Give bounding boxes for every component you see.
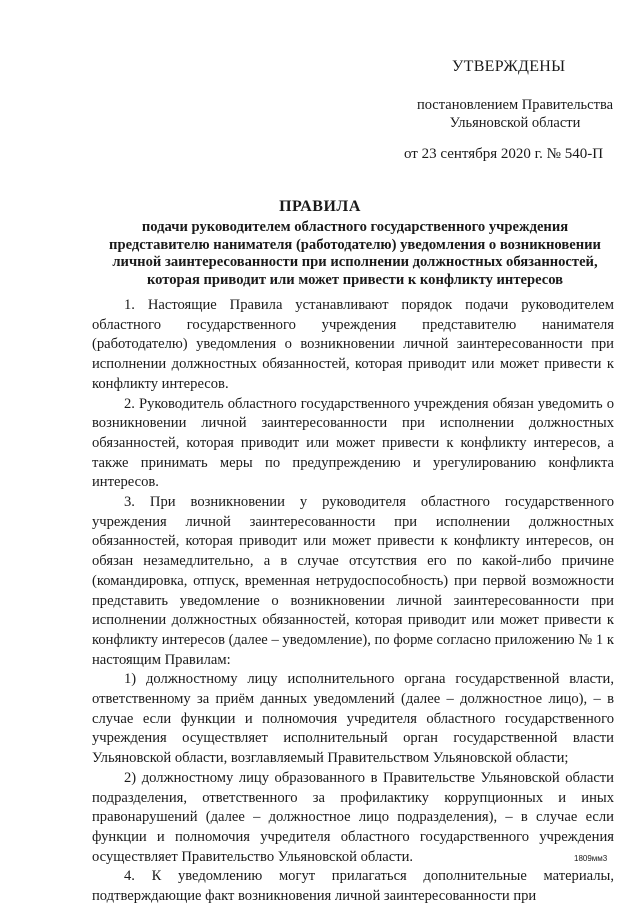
paragraph-4: 4. К уведомлению могут прилагаться дополнительные материалы, подтверждающие факт возникновения личной заинтересованности при xyxy=(92,868,614,905)
document-title: ПРАВИЛА xyxy=(279,198,361,215)
document-body xyxy=(92,296,614,907)
paragraph-1: 1. Настоящие Правила устанавливают порядок подачи руководителем областного государственного учреждения представителю нанимателя (работодателю) уведомления о возникновении личной заинтересованности при исполнении должностных обязанностей, которая приводит или может привести к конфликту интересов. xyxy=(92,297,614,392)
footer-code: 1809мм3 xyxy=(574,854,608,863)
approved-by-line-1: постановлением Правительства xyxy=(416,97,614,113)
approved-date: от 23 сентября 2020 г. № 540-П xyxy=(404,146,604,162)
approved-by-line-2: Ульяновской области xyxy=(449,115,581,131)
document-subtitle: подачи руководителем областного государственного учреждения представителю нанимателя (работодателю) уведомления о возникновении личной заинтересованности при исполнении должностных обязанностей, которая приводит или может привести к конфликту интересов xyxy=(109,219,601,288)
paragraph-3: 3. При возникновении у руководителя областного государственного учреждения личной заинтересованности при исполнении должностных обязанностей, которая приводит или может привести к конфликту интересов, он обязан незамедлительно, а в случае отсутствия его по какой-либо причине (командировка, отпуск, временная нетрудоспособность) при первой возможности представить уведомление о возникновении личной заинтересованности при исполнении должностных обязанностей, которая приводит или может привести к конфликту интересов (далее – уведомление), по форме согласно приложению № 1 к настоящим Правилам: xyxy=(92,494,614,668)
paragraph-3-item-1: 1) должностному лицу исполнительного органа государственной власти, ответственному за приём данных уведомлений (далее – должностное лицо), – в случае если функции и полномочия учредителя областного государственного учреждения осуществляет исполнительный орган государственной власти Ульяновской области, возглавляемый Правительством Ульяновской области; xyxy=(92,671,614,767)
approved-by xyxy=(410,96,620,132)
approved-heading: УТВЕРЖДЕНЫ xyxy=(452,58,566,75)
paragraph-3-item-2: 2) должностному лицу образованного в Правительстве Ульяновской области подразделения, ответственного за профилактику коррупционных и иных правонарушений (далее – должностное лицо подразделения), – в случае если функции и полномочия учредителя областного государственного учреждения осуществляет Правительство Ульяновской области. xyxy=(92,769,614,865)
paragraph-2: 2. Руководитель областного государственного учреждения обязан уведомить о возникновении личной заинтересованности при исполнении должностных обязанностей, которая приводит или может привести к конфликту интересов, а также принимать меры по предупреждению и урегулированию конфликта интересов. xyxy=(92,395,614,491)
